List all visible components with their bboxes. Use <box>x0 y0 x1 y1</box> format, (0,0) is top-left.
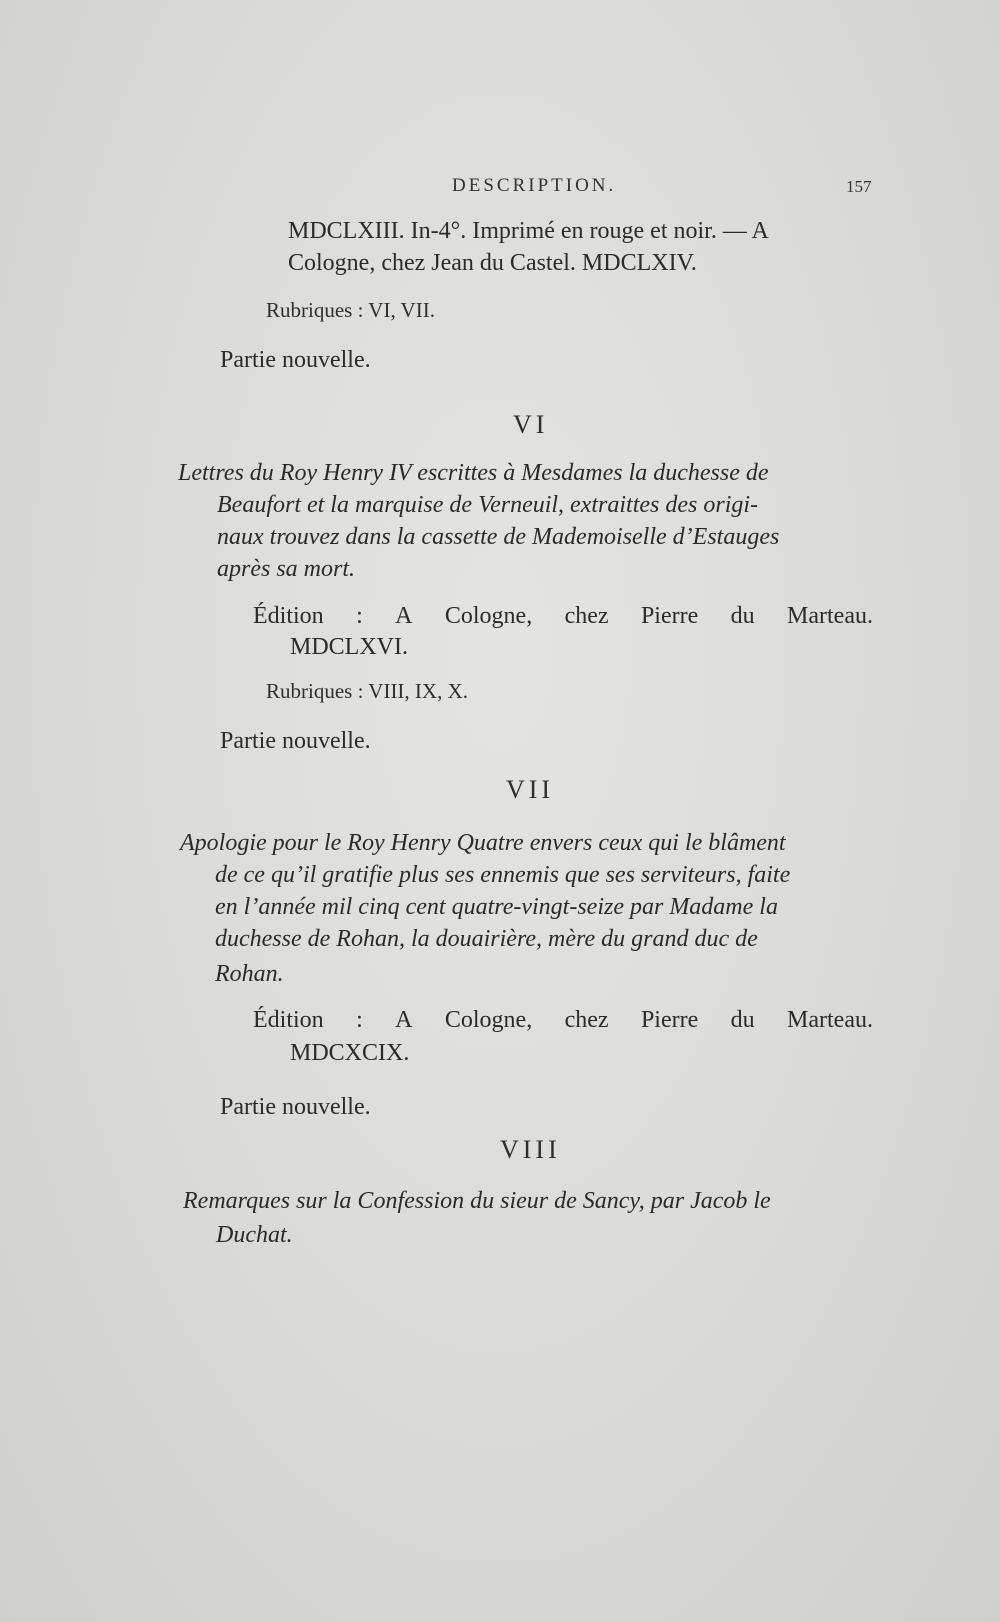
edition-word: : <box>356 1007 363 1033</box>
edition-word: Cologne, <box>444 1007 533 1033</box>
entry-vi-edition-line-1 <box>253 603 873 630</box>
entry-vi-rubriques: Rubriques : VIII, IX, X. <box>266 679 469 703</box>
edition-word: Cologne, <box>444 603 533 629</box>
running-title: DESCRIPTION. <box>452 175 617 196</box>
edition-word: Pierre <box>640 603 699 629</box>
edition-word: Marteau. <box>787 1007 873 1033</box>
entry-vii-title-line-5: Rohan. <box>215 961 284 987</box>
entry-viii-title-line-1: Remarques sur la Confession du sieur de Sancy, par Jacob le <box>183 1188 771 1214</box>
entry-vii-edition-line-2: MDCXCIX. <box>290 1040 410 1066</box>
entry-vi-heading: VI <box>513 410 549 439</box>
edition-word: : <box>356 603 363 629</box>
entry-vii-partie: Partie nouvelle. <box>220 1094 371 1120</box>
entry-vii-title-line-4: duchesse de Rohan, la douairière, mère du grand duc de <box>215 926 758 952</box>
edition-word: chez <box>564 603 609 629</box>
entry-vii-title-line-1: Apologie pour le Roy Henry Quatre envers ceux qui le blâment <box>180 830 786 856</box>
edition-word: Marteau. <box>787 603 873 629</box>
entry-vi-title-line-1: Lettres du Roy Henry IV escrittes à Mesdames la duchesse de <box>178 460 769 486</box>
entry-viii-heading: VIII <box>500 1135 561 1164</box>
entry-vi-title-line-3: naux trouvez dans la cassette de Mademoiselle d’Estauges <box>217 524 780 550</box>
entry-vii-title-line-3: en l’année mil cinq cent quatre-vingt-seize par Madame la <box>215 894 778 920</box>
entry-vi-title-line-4: après sa mort. <box>217 556 356 582</box>
edition-word: du <box>730 1007 755 1033</box>
page-number: 157 <box>846 177 872 196</box>
entry-viii-title-line-2: Duchat. <box>216 1222 293 1248</box>
entry-v-line-2: Cologne, chez Jean du Castel. MDCLXIV. <box>288 250 697 276</box>
edition-word: chez <box>564 1007 609 1033</box>
entry-vi-title-line-2: Beaufort et la marquise de Verneuil, extraittes des origi- <box>217 492 759 518</box>
entry-vii-heading: VII <box>506 775 555 804</box>
entry-v-rubriques: Rubriques : VI, VII. <box>266 298 435 322</box>
edition-word: Édition <box>253 1007 324 1033</box>
entry-vi-edition-line-2: MDCLXVI. <box>290 634 408 660</box>
edition-word: A <box>395 603 413 629</box>
entry-vi-partie: Partie nouvelle. <box>220 728 371 754</box>
entry-v-partie: Partie nouvelle. <box>220 347 371 373</box>
entry-vii-title-line-2: de ce qu’il gratifie plus ses ennemis que ses serviteurs, faite <box>215 862 791 888</box>
entry-vii-edition-line-1 <box>253 1007 873 1034</box>
edition-word: du <box>730 603 755 629</box>
edition-word: Pierre <box>640 1007 699 1033</box>
entry-v-line-1 <box>288 218 873 245</box>
entry-v-line-1-text: MDCLXIII. In-4°. Imprimé en rouge et noir. — A <box>288 218 769 244</box>
edition-word: Édition <box>253 603 324 629</box>
edition-word: A <box>395 1007 413 1033</box>
